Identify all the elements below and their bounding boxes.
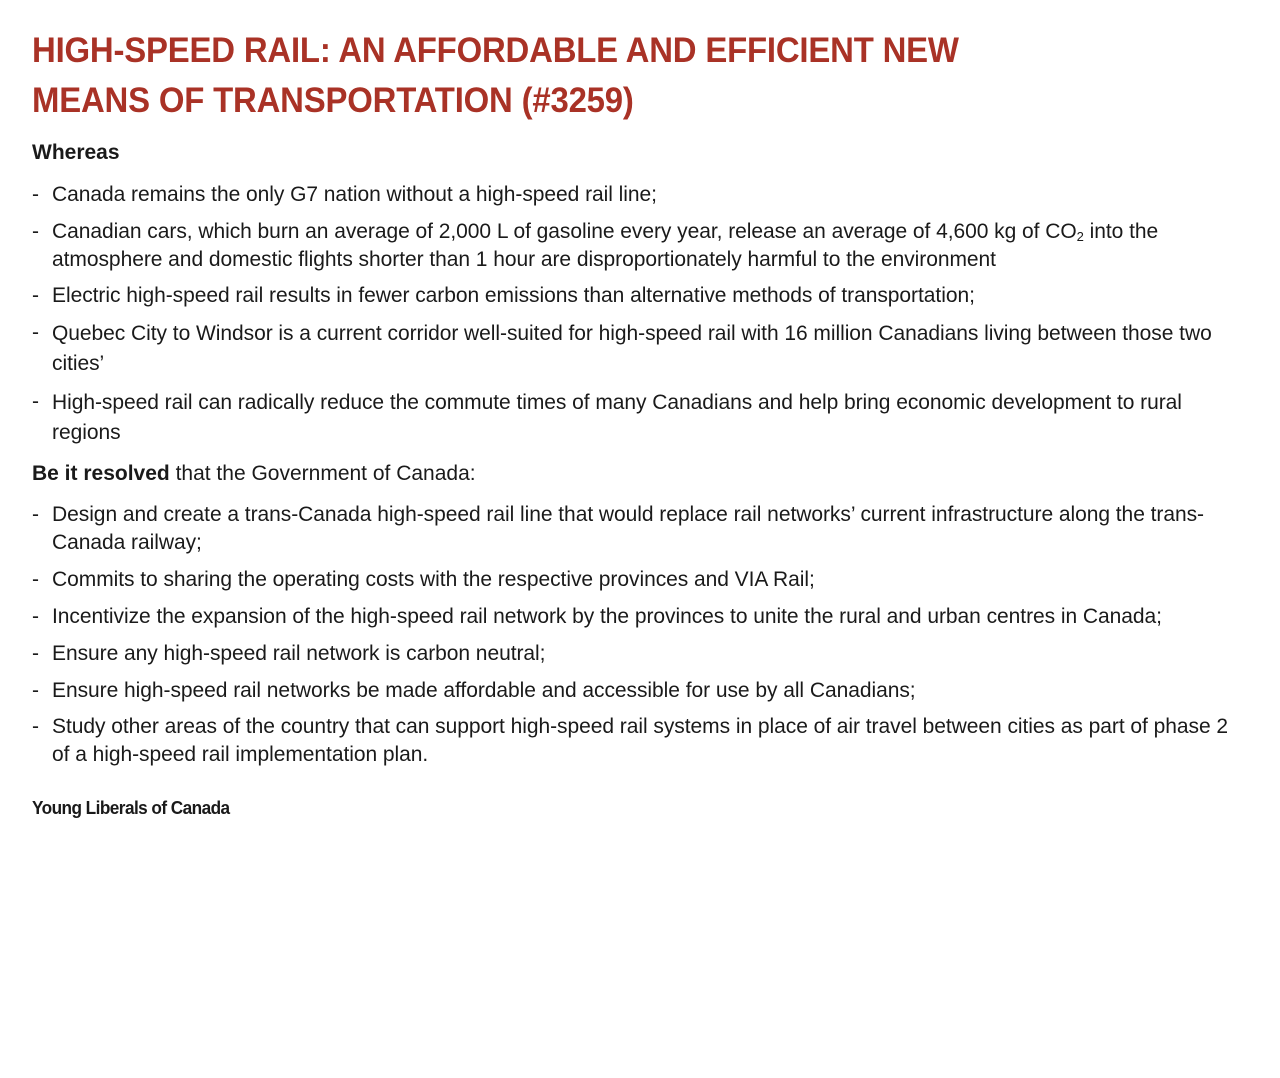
list-item-text: High-speed rail can radically reduce the commute times of many Canadians and help bring economic development to rural regions [52,390,1182,444]
page-title: HIGH-SPEED RAIL: AN AFFORDABLE AND EFFICIENT NEW MEANS OF TRANSPORTATION (#3259) [32,31,959,120]
list-item-text: Ensure high-speed rail networks be made affordable and accessible for use by all Canadians; [52,678,916,702]
list-item-text: Canadian cars, which burn an average of 2,000 L of gasoline every year, release an average of 4,600 kg of $CO_2$ into the atmosphere and domestic flights shorter than 1 hour are disproportionately harmful to the environment [52,219,1159,271]
bullet-marker: - [32,321,39,345]
bullet-marker: - [32,182,39,206]
bullet-marker: - [32,678,39,702]
whereas-list [32,181,1236,448]
bullet-marker: - [32,284,39,308]
list-item-text: Design and create a trans-Canada high-speed rail line that would replace rail networks’ current infrastructure along the trans-Canada railway; [52,502,1204,554]
bullet-marker: - [32,567,39,591]
list-item-text: Study other areas of the country that can support high-speed rail systems in place of air travel between cities as part of phase 2 of a high-speed rail implementation plan. [52,715,1228,767]
resolved-heading [32,460,1236,487]
list-item-text: Ensure any high-speed rail network is carbon neutral; [52,641,546,665]
list-item [32,218,1236,274]
list-item-text: Canada remains the only G7 nation without a high-speed rail line; [52,182,657,206]
list-item-text: Electric high-speed rail results in fewer carbon emissions than alternative methods of transportation; [52,284,975,308]
bullet-marker: - [32,389,39,413]
whereas-heading: Whereas [32,141,120,165]
organization-name: Young Liberals of Canada [32,797,230,819]
resolved-heading-bold: Be it resolved [32,461,170,485]
bullet-marker: - [32,641,39,665]
list-item [32,388,1236,448]
subscript-two: 2 [1076,229,1084,245]
list-item [32,713,1236,769]
list-item [32,677,1236,705]
list-item-text: Incentivize the expansion of the high-speed rail network by the provinces to unite the rural and urban centres in Canada; [52,604,1162,628]
list-item [32,501,1236,557]
bullet-marker: - [32,502,39,526]
bullet-marker: - [32,715,39,739]
list-item [32,282,1236,310]
resolved-heading-rest: that the Government of Canada: [169,461,476,485]
list-item [32,640,1236,668]
list-item-text: Quebec City to Windsor is a current corridor well-suited for high-speed rail with 16 million Canadians living between those two cities’ [52,322,1212,376]
list-item [32,319,1236,379]
bullet-marker: - [32,219,39,243]
list-item [32,603,1236,631]
resolved-list [32,501,1236,769]
list-item [32,181,1236,209]
list-item-text: Commits to sharing the operating costs with the respective provinces and VIA Rail; [52,567,815,591]
list-item [32,566,1236,594]
bullet-marker: - [32,604,39,628]
